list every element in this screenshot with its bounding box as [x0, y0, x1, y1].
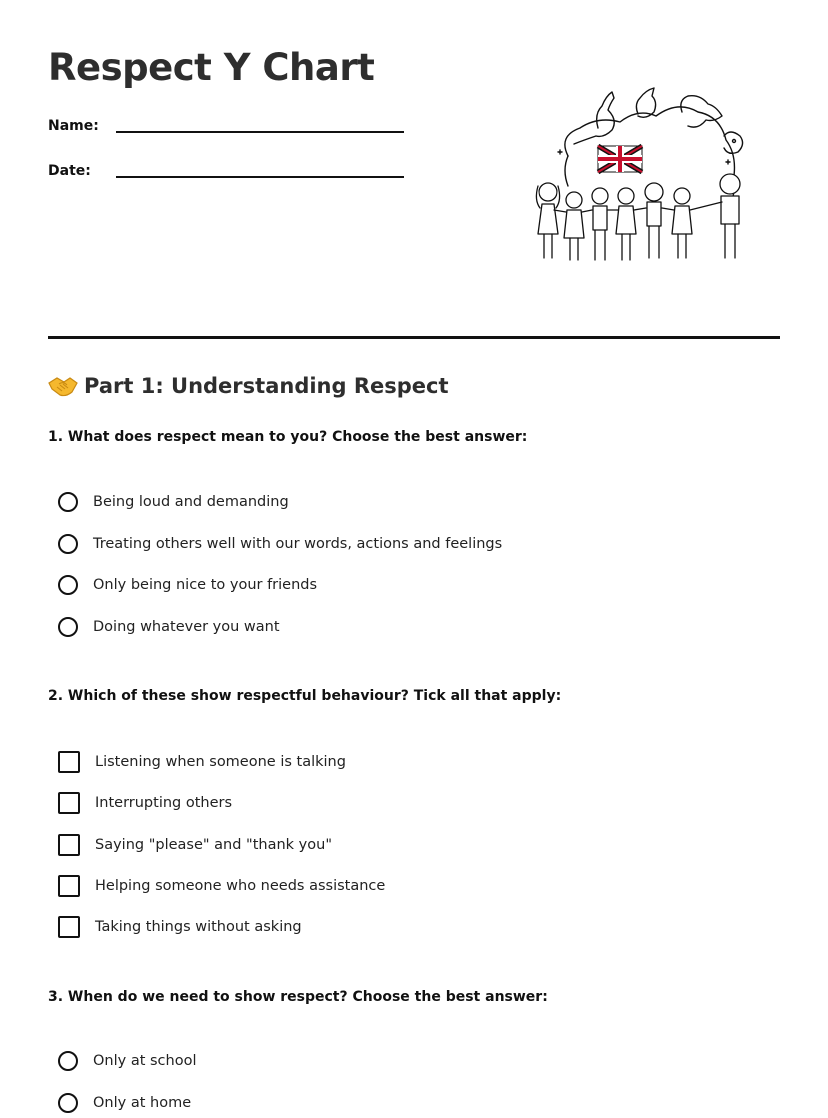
- q2-option-2[interactable]: [58, 790, 232, 816]
- checkbox[interactable]: [58, 875, 80, 897]
- radio-button[interactable]: [58, 1051, 78, 1071]
- option-label: Doing whatever you want: [93, 619, 280, 635]
- checkbox[interactable]: [58, 916, 80, 938]
- option-label: Only being nice to your friends: [93, 577, 318, 593]
- name-line[interactable]: [116, 131, 404, 133]
- option-label: Being loud and demanding: [93, 494, 289, 510]
- radio-button[interactable]: [58, 492, 78, 512]
- option-label: Interrupting others: [95, 795, 233, 811]
- checkbox[interactable]: [58, 792, 80, 814]
- option-label: Listening when someone is talking: [95, 754, 346, 770]
- option-label: Helping someone who needs assistance: [95, 878, 386, 894]
- question-1: 1. What does respect mean to you? Choose the best answer:: [48, 429, 528, 445]
- q1-option-4[interactable]: [58, 614, 280, 640]
- name-label: Name:: [48, 118, 99, 134]
- option-label: Treating others well with our words, actions and feelings: [93, 536, 503, 552]
- children-holding-hands-australia-map-icon: [528, 86, 758, 266]
- date-line[interactable]: [116, 176, 404, 178]
- q1-option-3[interactable]: [58, 572, 317, 598]
- radio-button[interactable]: [58, 617, 78, 637]
- question-2: 2. Which of these show respectful behaviour? Tick all that apply:: [48, 688, 562, 704]
- q2-option-3[interactable]: [58, 832, 332, 858]
- date-label: Date:: [48, 163, 91, 179]
- option-label: Taking things without asking: [95, 919, 302, 935]
- question-3: 3. When do we need to show respect? Choose the best answer:: [48, 989, 548, 1005]
- part1-heading-text: Part 1: Understanding Respect: [84, 374, 449, 398]
- q3-option-2[interactable]: [58, 1090, 191, 1116]
- option-label: Only at home: [93, 1095, 192, 1111]
- radio-button[interactable]: [58, 575, 78, 595]
- checkbox[interactable]: [58, 751, 80, 773]
- q2-option-5[interactable]: [58, 914, 302, 940]
- checkbox[interactable]: [58, 834, 80, 856]
- union-jack-flag-icon: [598, 146, 642, 172]
- q1-option-1[interactable]: [58, 489, 289, 515]
- name-field-row: [48, 118, 404, 134]
- q2-option-1[interactable]: [58, 749, 346, 775]
- radio-button[interactable]: [58, 1093, 78, 1113]
- date-field-row: [48, 163, 404, 179]
- option-label: Saying "please" and "thank you": [95, 837, 332, 853]
- part1-heading: [48, 373, 449, 399]
- radio-button[interactable]: [58, 534, 78, 554]
- handshake-icon: [48, 373, 78, 399]
- section-divider: [48, 336, 780, 339]
- q2-option-4[interactable]: [58, 873, 385, 899]
- q1-option-2[interactable]: [58, 531, 502, 557]
- option-label: Only at school: [93, 1053, 197, 1069]
- q3-option-1[interactable]: [58, 1048, 197, 1074]
- page-title: Respect Y Chart: [48, 46, 375, 89]
